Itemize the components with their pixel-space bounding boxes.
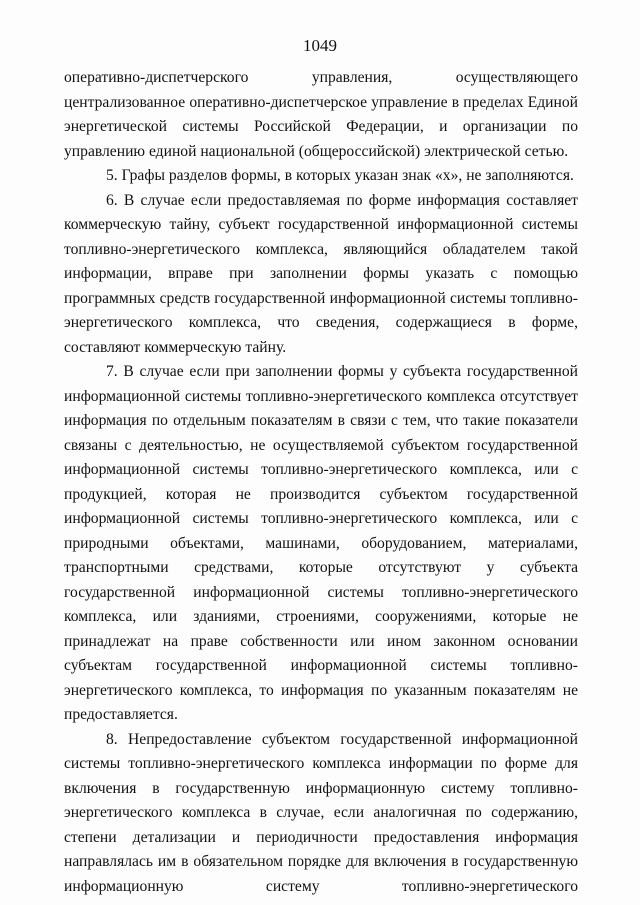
document-body <box>64 66 578 899</box>
paragraph-continuation: оперативно-диспетчерского управления, осуществляющего централизованное оперативно-диспетчерское управление в пределах Единой энергетической системы Российской Федерации, и организации по управлению единой национальной (общероссийской) электрической сетью. <box>64 69 578 160</box>
paragraph-5: 5. Графы разделов формы, в которых указан знак «х», не заполняются. <box>106 167 574 184</box>
paragraph-8: 8. Непредоставление субъектом государственной информационной системы топливно-энергетического комплекса информации по форме для включения в государственную информационную систему топливно-энергетического комплекса в случае, если аналогичная по содержанию, степени детализации и периодичности предоставления информация направлялась им в обязательном порядке для включения в государственную информационную систему топливно-энергетического <box>64 730 578 895</box>
paragraph-7: 7. В случае если при заполнении формы у субъекта государственной информационной системы топливно-энергетического комплекса отсутствует информация по отдельным показателям в связи с тем, что такие показатели связаны с деятельностью, не осуществляемой субъектом государственной информационной системы топливно-энергетического комплекса, или с продукцией, которая не производится субъектом государственной информационной системы топливно-энергетического комплекса, или с природными объектами, машинами, оборудованием, материалами, транспортными средствами, которые отсутствуют у субъекта государственной информационной системы топливно-энергетического комплекса, или зданиями, строениями, сооружениями, которые не принадлежат на праве собственности или ином законном основании субъектам государственной информационной системы топливно-энергетического комплекса, то информация по указанным показателям не предоставляется. <box>64 363 578 723</box>
page-number: 1049 <box>303 36 337 55</box>
paragraph-6: 6. В случае если предоставляемая по форме информация составляет коммерческую тайну, субъект государственной информационной системы топливно-энергетического комплекса, являющийся обладателем такой информации, вправе при заполнении формы указать с помощью программных средств государственной информационной системы топливно-энергетического комплекса, что сведения, содержащиеся в форме, составляют коммерческую тайну. <box>64 191 578 356</box>
